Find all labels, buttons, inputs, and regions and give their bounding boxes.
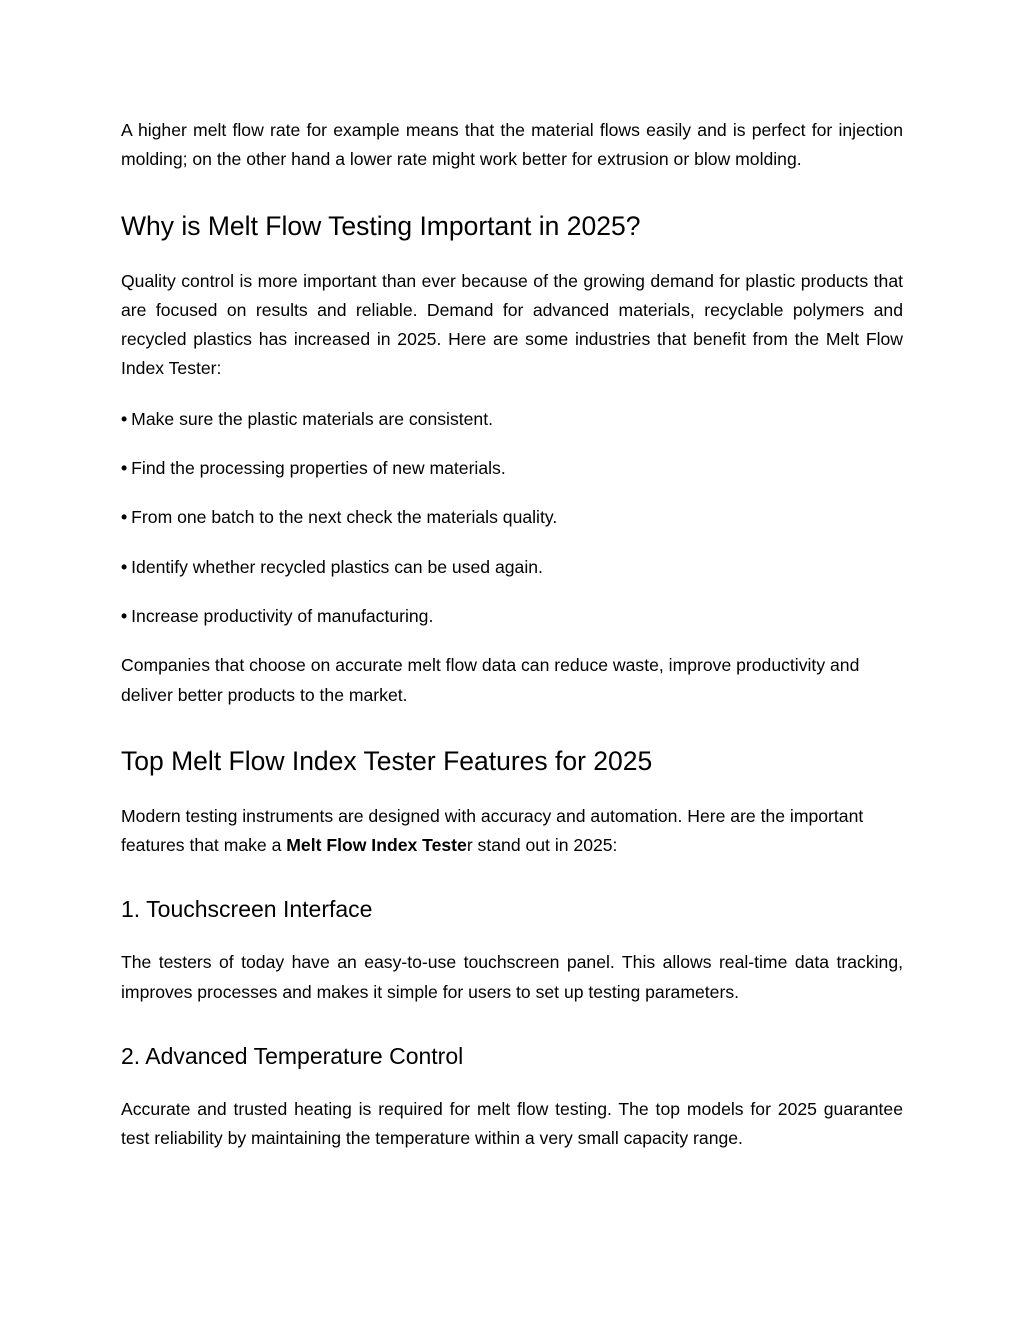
bullet-icon: • xyxy=(121,458,128,479)
feature-2-heading: 2. Advanced Temperature Control xyxy=(121,1043,464,1070)
features-paragraph: Modern testing instruments are designed with accuracy and automation. Here are the important features that make a Melt Flow Index Tester stand out in 2025: xyxy=(121,805,864,856)
feature-1-paragraph: The testers of today have an easy-to-use touchscreen panel. This allows real-time data tracking, improves processes and makes it simple for users to set up testing parameters. xyxy=(121,952,903,1002)
list-item: • From one batch to the next check the materials quality. xyxy=(121,507,558,528)
bullet-icon: • xyxy=(121,408,128,429)
product-name-bold: Melt Flow Index Teste xyxy=(286,835,467,856)
list-item: • Find the processing properties of new materials. xyxy=(121,458,506,479)
list-item: • Identify whether recycled plastics can be used again. xyxy=(121,556,543,577)
list-item: • Increase productivity of manufacturing. xyxy=(121,605,434,626)
intro-paragraph: A higher melt flow rate for example means that the material flows easily and is perfect for injection molding; on the other hand a lower rate might work better for extrusion or blow molding. xyxy=(121,120,903,170)
document-page xyxy=(121,116,903,1154)
bullet-icon: • xyxy=(121,605,128,626)
why-heading: Why is Melt Flow Testing Important in 2025? xyxy=(121,210,641,241)
feature-1-heading: 1. Touchscreen Interface xyxy=(121,896,373,923)
bullet-icon: • xyxy=(121,556,128,577)
feature-2-paragraph: Accurate and trusted heating is required for melt flow testing. The top models for 2025 guarantee test reliability by maintaining the temperature within a very small capacity range. xyxy=(121,1099,903,1149)
list-item: • Make sure the plastic materials are consistent. xyxy=(121,408,493,429)
bullet-icon: • xyxy=(121,507,128,528)
features-heading: Top Melt Flow Index Tester Features for 2025 xyxy=(121,745,653,776)
why-closing-paragraph: Companies that choose on accurate melt flow data can reduce waste, improve productivity and deliver better products to the market. xyxy=(121,655,860,705)
benefit-list xyxy=(121,405,903,631)
why-paragraph: Quality control is more important than ever because of the growing demand for plastic products that are focused on results and reliable. Demand for advanced materials, recyclable polymers and recycled plastics has increased in 2025. Here are some industries that benefit from the Melt Flow Index Tester: xyxy=(121,270,903,379)
